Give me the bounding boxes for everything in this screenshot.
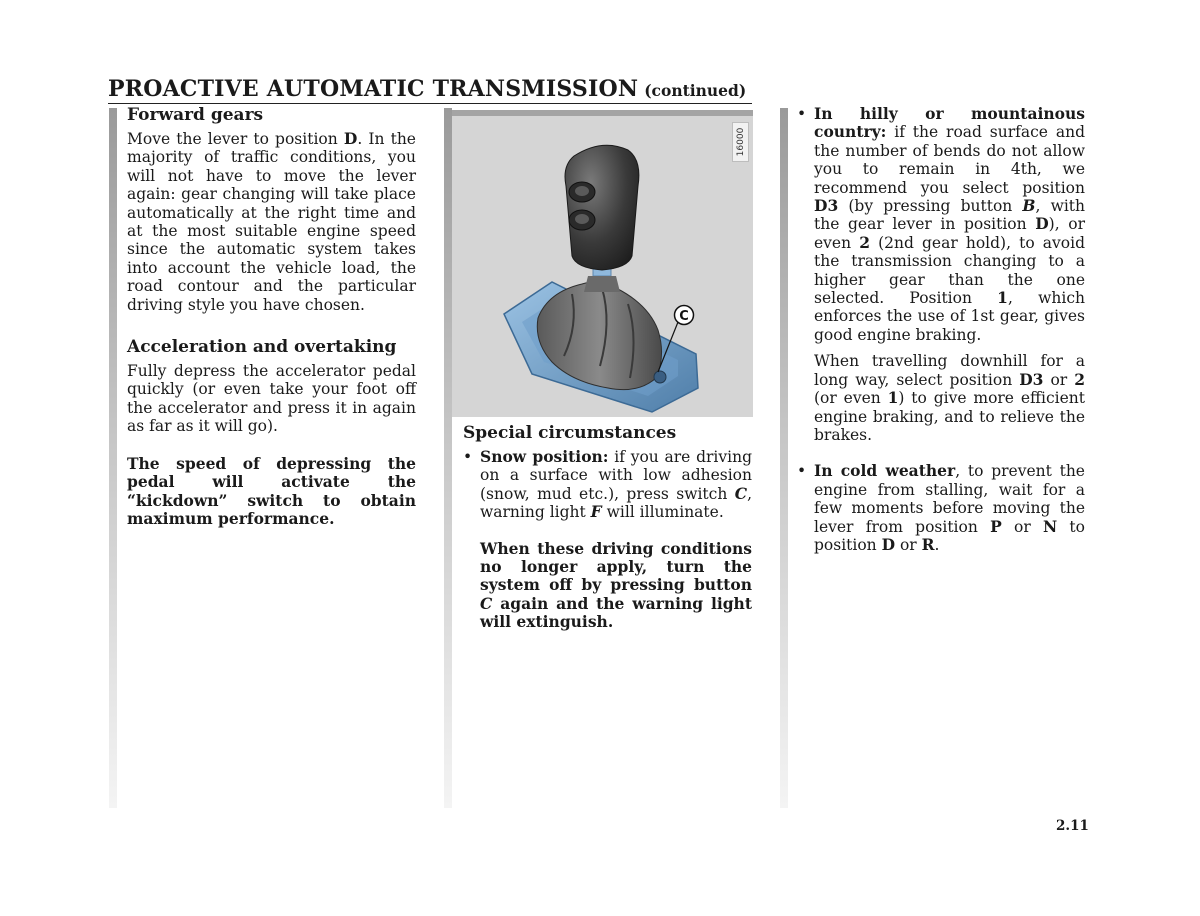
left-column	[127, 104, 416, 528]
snow-switch-c	[654, 371, 666, 383]
figure-code: 16000	[732, 122, 749, 162]
middle-margin-bar	[444, 108, 452, 808]
acceleration-text: Fully depress the accelerator pedal quickly (or even take your foot off the accelerator and press it in again as far as it will go).	[127, 362, 416, 436]
gear-lever-illustration	[452, 110, 753, 417]
acceleration-heading: Acceleration and overtaking	[127, 337, 397, 358]
forward-gears-heading: Forward gears	[127, 105, 264, 125]
forward-gears-text: Move the lever to position D. In the majority of traffic conditions, you will not have to move the lever again: gear changing will take place automatically at the right time and at the most suitable engine speed since the automatic system takes into account the vehicle load, the road contour and the particular driving style you have chosen.	[127, 129, 416, 314]
middle-column	[463, 422, 752, 632]
callout-c-label: C	[679, 309, 689, 324]
page-number: 2.11	[1056, 818, 1089, 834]
right-margin-bar	[780, 108, 788, 808]
snow-position-item: • Snow position: if you are driving on a surface with low adhesion (snow, mud etc.), press switch C, warning light F will illuminate.	[463, 447, 752, 522]
gear-knob	[565, 145, 639, 270]
right-column	[797, 105, 1085, 554]
left-margin-bar	[109, 108, 117, 808]
page-title-main: PROACTIVE AUTOMATIC TRANSMISSION	[108, 76, 639, 102]
hilly-country-item: • In hilly or mountainous country: if the road surface and the number of bends do not allow you to remain in 4th, we recommend you select position D3 (by pressing button B, with the gear lever in position D), or even 2 (2nd gear hold), to avoid the transmission changing to a higher gear than the one selected. Position 1, which enforces the use of 1st gear, gives good engine braking.	[797, 104, 1085, 344]
system-off-note: When these driving conditions no longer apply, turn the system off by pressing button C again and the warning light will extinguish.	[480, 538, 752, 632]
kickdown-note: The speed of depressing the pedal will activate the “kickdown” switch to obtain maximum performance.	[127, 453, 416, 528]
gear-lever-svg	[452, 116, 753, 417]
downhill-text: When travelling downhill for a long way, select position D3 or 2 (or even 1) to give more efficient engine braking, and to relieve the brakes.	[814, 352, 1085, 444]
page-title	[108, 76, 747, 106]
special-circumstances-heading: Special circumstances	[463, 423, 677, 443]
cold-weather-item: • In cold weather, to prevent the engine from stalling, wait for a few moments before moving the lever from position P or N to position D or R.	[797, 461, 1085, 554]
page-title-continued: (continued)	[644, 81, 747, 100]
